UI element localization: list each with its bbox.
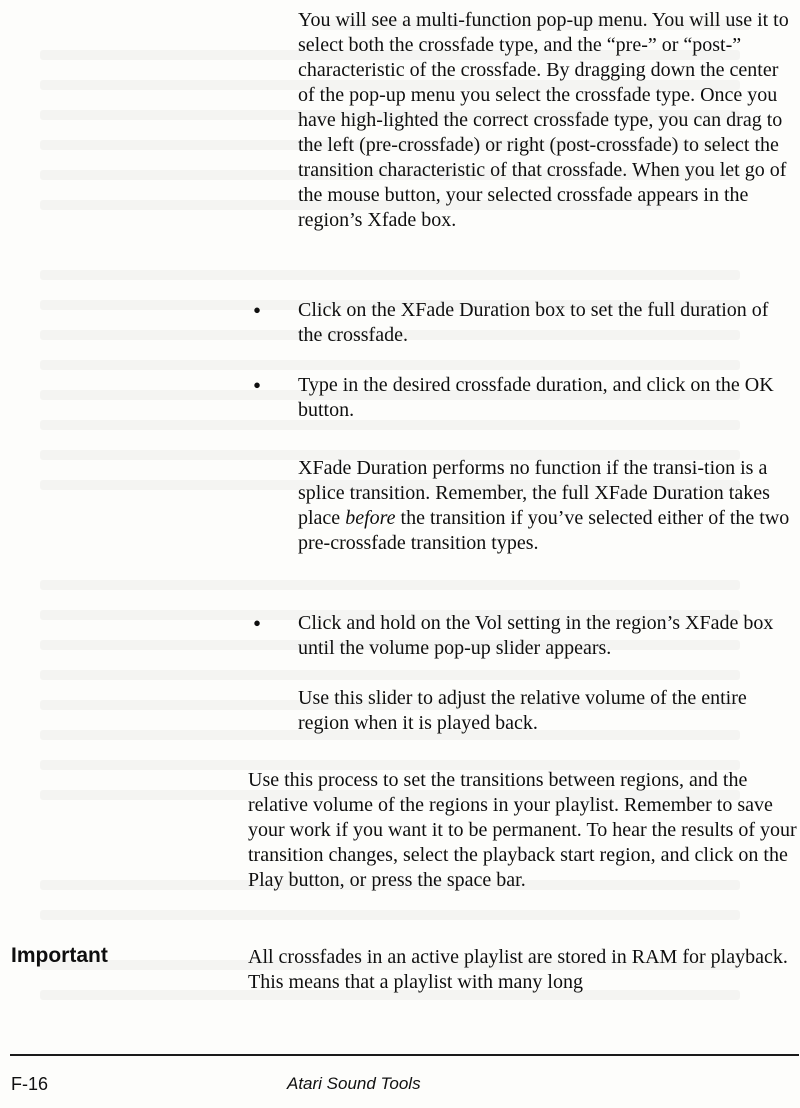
bullet-marker: • — [253, 298, 262, 323]
duration-entry-step: Type in the desired crossfade duration, and click on the OK button. — [298, 374, 774, 421]
footer-divider — [10, 1054, 799, 1056]
page-number: F-16 — [11, 1074, 49, 1094]
ram-note-paragraph: All crossfades in an active playlist are stored in RAM for playback. This means that a playlist with many long — [248, 946, 788, 993]
volume-slider-paragraph: Use this slider to adjust the relative volume of the entire region when it is played back. — [298, 687, 747, 734]
crossfade-menu-paragraph: You will see a multi-function pop-up menu. You will use it to select both the crossfade type, and the “pre-” or “post-” characteristic of the crossfade. By dragging down the center of the pop-up menu you select the crossfade type. Once you have high-lighted the correct crossfade type, you can drag to the left (pre-crossfade) or right (post-crossfade) to select the transition characteristic of that crossfade. When you let go of the mouse button, your selected crossfade appears in the region’s Xfade box. — [298, 9, 789, 231]
note-emphasis: before — [345, 507, 396, 529]
important-heading: Important — [11, 944, 108, 967]
duration-box-step: Click on the XFade Duration box to set the full duration of the crossfade. — [298, 299, 769, 346]
summary-paragraph: Use this process to set the transitions between regions, and the relative volume of the regions in your playlist. Remember to save your work if you want it to be permanent. To hear the results of your transition changes, select the playback start region, and click on the Play button, or press the space bar. — [248, 769, 797, 891]
bullet-marker: • — [253, 611, 262, 636]
bullet-marker: • — [253, 373, 262, 398]
xfade-duration-note — [298, 456, 793, 556]
note-text-end: the transition if you’ve selected either of the two pre-crossfade transition types. — [298, 507, 790, 554]
footer-book-title: Atari Sound Tools — [287, 1074, 421, 1093]
volume-slider-step: Click and hold on the Vol setting in the region’s XFade box until the volume pop-up slider appears. — [298, 612, 774, 659]
note-text-start: XFade Duration performs no function if the transi-tion is a splice transition. Remember, the full XFade Duration takes place — [298, 457, 770, 529]
